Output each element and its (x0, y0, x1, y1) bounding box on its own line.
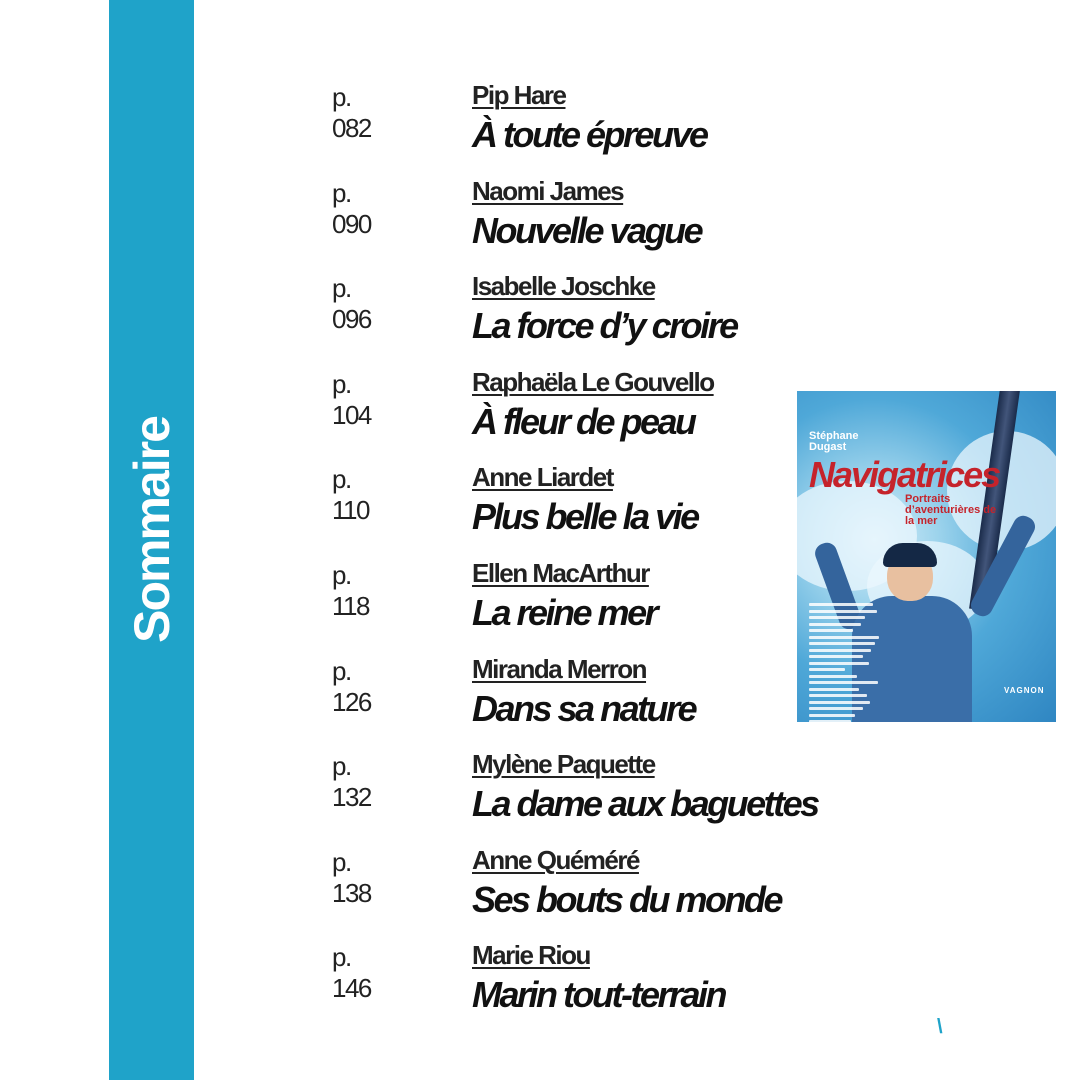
article-title: Ses bouts du monde (472, 878, 782, 920)
sailor-name[interactable]: Miranda Merron (472, 653, 647, 684)
name-line (809, 688, 859, 691)
name-line (809, 642, 875, 645)
page-number: p. 090 (332, 177, 371, 239)
name-line (809, 668, 845, 671)
page-number: p. 110 (332, 464, 369, 526)
sailor-name[interactable]: Marie Riou (472, 940, 590, 971)
name-line (809, 603, 873, 606)
page-number: p. 104 (332, 368, 371, 430)
name-line (809, 694, 867, 697)
article-title: Dans sa nature (472, 687, 696, 729)
name-line (809, 629, 853, 632)
article-title: À fleur de peau (472, 400, 695, 442)
name-line (809, 610, 877, 613)
name-line (809, 655, 863, 658)
page-number: p. 146 (332, 942, 371, 1004)
page-number: p. 138 (332, 846, 371, 908)
name-line (809, 649, 871, 652)
book-cover (797, 391, 1056, 722)
sailor-name[interactable]: Isabelle Joschke (472, 271, 655, 302)
name-line (809, 636, 879, 639)
sailor-cap (883, 543, 937, 567)
name-line (809, 714, 855, 717)
sailor-name[interactable]: Ellen MacArthur (472, 557, 649, 588)
page-number: p. 132 (332, 751, 371, 813)
publisher-logo: VAGNON (1004, 686, 1045, 695)
name-line (809, 616, 865, 619)
page-number: p. 118 (332, 559, 369, 621)
sailor-name[interactable]: Raphaëla Le Gouvello (472, 366, 714, 397)
cover-subtitle: Portraits d’aventurières de la mer (905, 493, 997, 527)
sailor-name[interactable]: Pip Hare (472, 80, 566, 110)
article-title: Nouvelle vague (472, 209, 702, 251)
name-line (809, 662, 869, 665)
article-title: La force d’y croire (472, 305, 737, 347)
name-line (809, 707, 863, 710)
corner-mark: \ (937, 1016, 943, 1038)
name-line (809, 681, 878, 684)
cover-name-list (809, 603, 889, 722)
article-title: À toute épreuve (472, 114, 707, 155)
author-first-name: Stéphane (809, 430, 859, 442)
sailor-name[interactable]: Mylène Paquette (472, 749, 655, 780)
article-title: Marin tout-terrain (472, 974, 726, 1016)
sailor-name[interactable]: Anne Liardet (472, 462, 613, 493)
name-line (809, 623, 861, 626)
article-title: Plus belle la vie (472, 496, 698, 538)
cover-title: Navigatrices (809, 454, 1000, 495)
article-title: La dame aux baguettes (472, 783, 818, 825)
sailor-name[interactable]: Anne Quéméré (472, 844, 639, 875)
cover-author (809, 431, 879, 453)
page-number: p. 082 (332, 82, 371, 143)
name-line (809, 675, 857, 678)
author-last-name: Dugast (809, 441, 847, 453)
name-line (809, 720, 851, 722)
article-title: La reine mer (472, 591, 657, 633)
sidebar-title: Sommaire (124, 417, 180, 643)
name-line (809, 701, 870, 704)
page-number: p. 096 (332, 273, 371, 335)
sailor-name[interactable]: Naomi James (472, 175, 624, 206)
page-number: p. 126 (332, 655, 371, 717)
